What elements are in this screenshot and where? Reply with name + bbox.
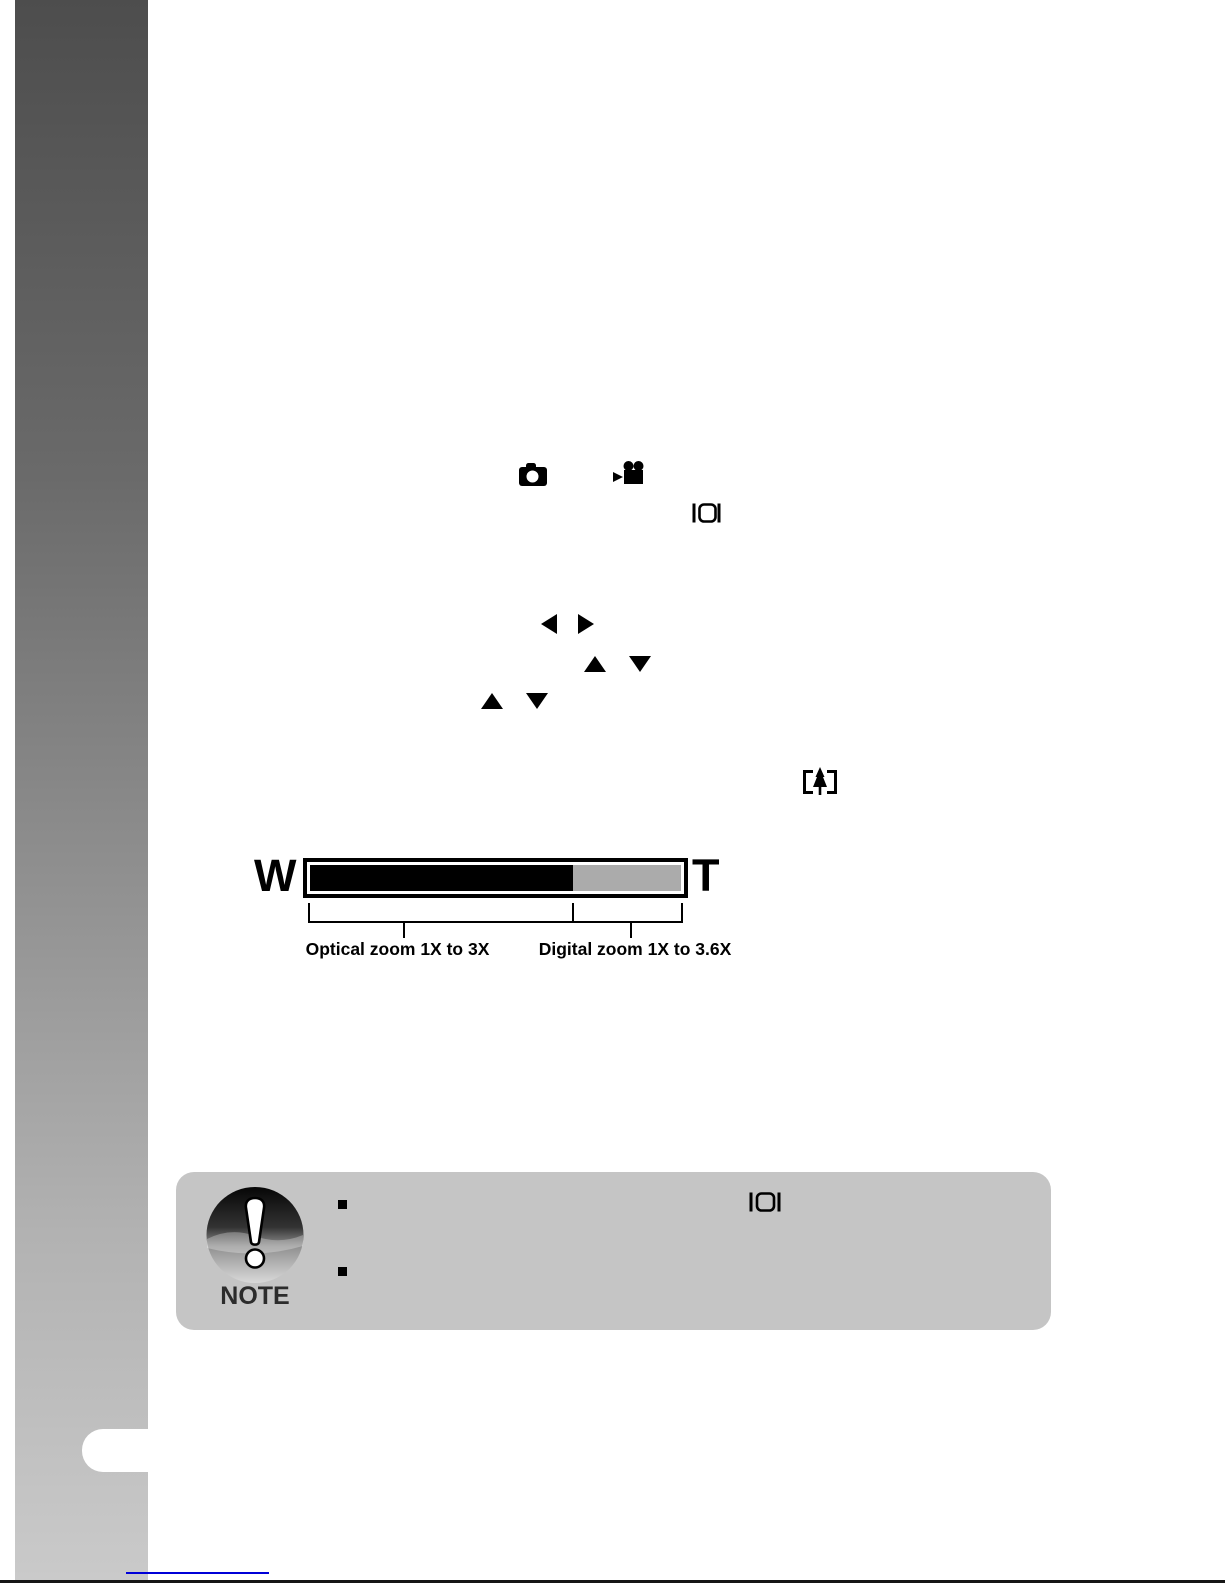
sidebar-gradient [15, 0, 148, 1582]
bracket-tick [308, 903, 310, 923]
digital-zoom-caption: Digital zoom 1X to 3.6X [538, 939, 732, 959]
arrow-left-icon [541, 614, 557, 634]
footer-link-underline[interactable] [126, 1572, 269, 1574]
video-camera-icon [613, 461, 644, 491]
page-bottom-edge [0, 1580, 1225, 1583]
digital-zoom-segment [573, 865, 681, 891]
optical-zoom-caption: Optical zoom 1X to 3X [305, 939, 490, 959]
page-number-tab [82, 1429, 148, 1472]
zoom-bar [303, 858, 688, 898]
arrow-down-icon [629, 656, 651, 672]
lcd-display-icon [749, 1192, 781, 1217]
camera-icon [519, 463, 547, 491]
note-bullet [338, 1200, 347, 1209]
note-exclamation-icon [205, 1186, 305, 1289]
note-label: NOTE [220, 1282, 290, 1310]
arrow-right-icon [578, 614, 594, 634]
bracket-pointer [403, 923, 405, 938]
wide-angle-label: W [254, 850, 297, 901]
arrow-up-icon [481, 693, 503, 709]
bracket-line [308, 921, 683, 923]
arrow-down-icon [526, 693, 548, 709]
note-bullet [338, 1267, 347, 1276]
telephoto-label: T [692, 850, 720, 901]
zoom-tree-button-icon [801, 766, 839, 801]
optical-zoom-segment [310, 865, 573, 891]
lcd-display-icon [692, 503, 721, 528]
bracket-pointer [630, 923, 632, 938]
note-box [176, 1172, 1051, 1330]
arrow-up-icon [584, 656, 606, 672]
bracket-tick [681, 903, 683, 923]
bracket-tick [572, 903, 574, 923]
